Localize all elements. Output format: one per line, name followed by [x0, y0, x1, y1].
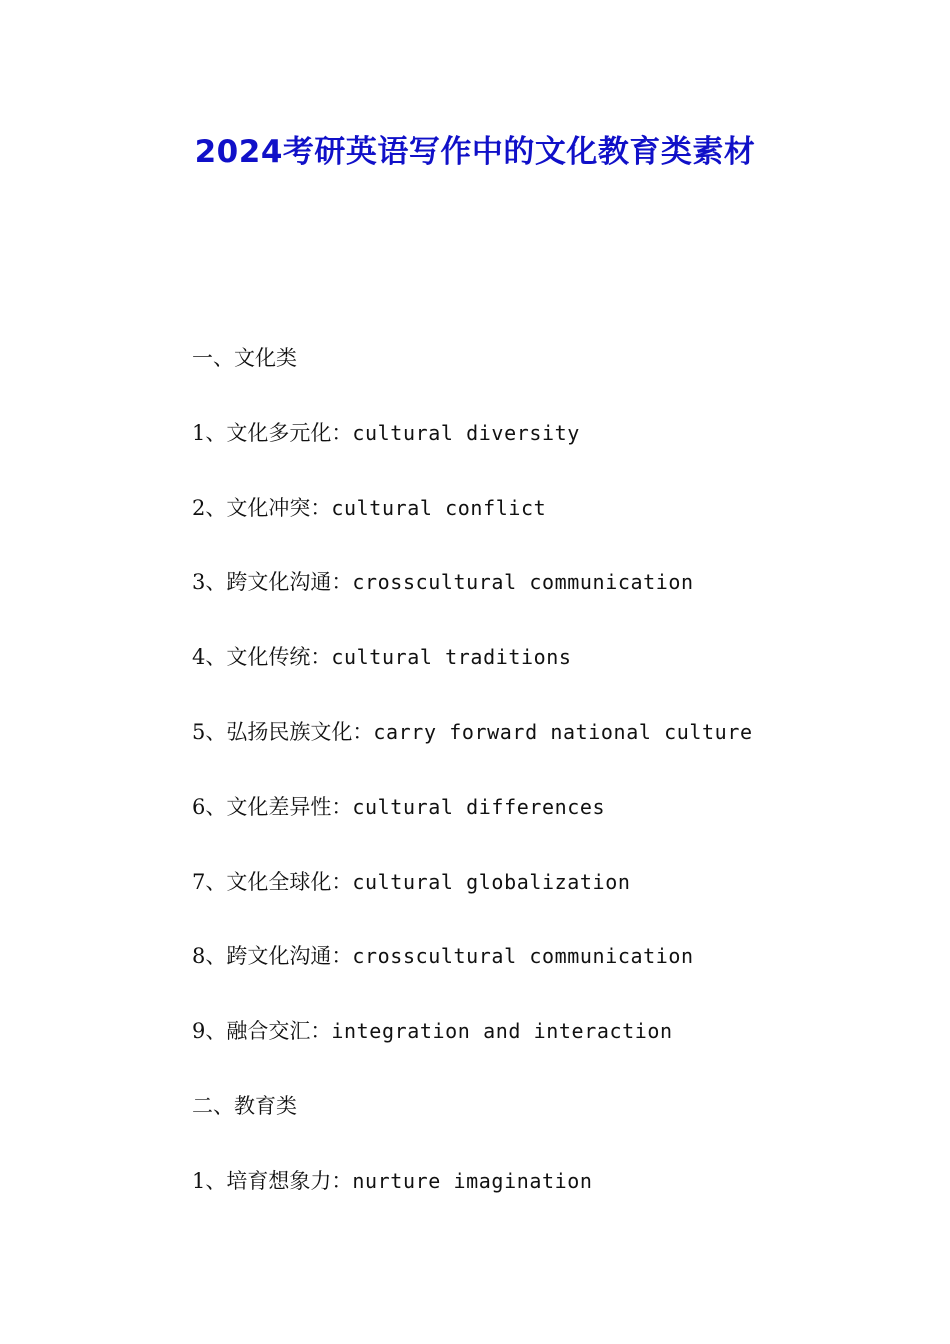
list-item — [192, 1013, 912, 1088]
item-prefix: 9、融合交汇： — [192, 1019, 332, 1044]
section-heading-education: 二、教育类 — [192, 1093, 297, 1118]
list-item — [192, 789, 912, 864]
list-item — [192, 490, 912, 565]
item-prefix: 2、文化冲突： — [192, 495, 332, 520]
item-prefix: 1、文化多元化： — [192, 420, 353, 445]
item-english-term: cultural traditions — [331, 645, 572, 670]
item-english-term: nurture imagination — [352, 1168, 593, 1193]
item-english-term: crosscultural communication — [352, 944, 694, 969]
item-prefix: 8、跨文化沟通： — [192, 944, 353, 969]
list-item — [192, 1163, 912, 1238]
item-english-term: cultural conflict — [331, 495, 547, 520]
document-title: 2024考研英语写作中的文化教育类素材 — [194, 134, 756, 170]
item-prefix: 3、跨文化沟通： — [192, 570, 353, 595]
item-english-term: carry forward national culture — [373, 719, 753, 744]
list-item — [192, 639, 912, 714]
list-item — [192, 864, 912, 939]
item-english-term: integration and interaction — [331, 1019, 673, 1044]
item-english-term: cultural differences — [352, 794, 606, 819]
section-heading-culture: 一、文化类 — [192, 346, 297, 370]
item-prefix: 1、培育想象力： — [192, 1168, 353, 1193]
list-item — [192, 714, 912, 789]
list-item — [192, 938, 912, 1013]
item-prefix: 4、文化传统： — [192, 645, 332, 670]
item-prefix: 6、文化差异性： — [192, 794, 353, 819]
list-item — [192, 415, 912, 490]
item-prefix: 7、文化全球化： — [192, 869, 353, 894]
list-item — [192, 564, 912, 639]
document-body — [192, 340, 912, 1238]
item-english-term: cultural globalization — [352, 869, 631, 894]
item-prefix: 5、弘扬民族文化： — [192, 719, 374, 744]
item-english-term: crosscultural communication — [352, 570, 694, 595]
item-english-term: cultural diversity — [352, 420, 580, 445]
